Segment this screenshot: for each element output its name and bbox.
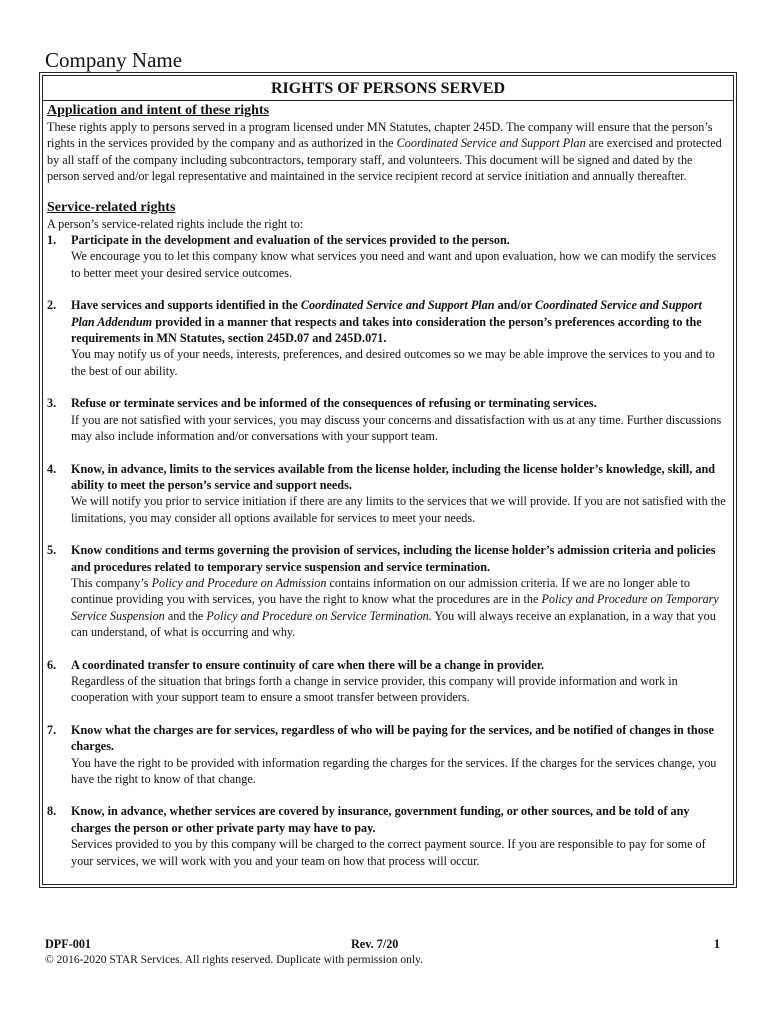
right-title-italic: Coordinated Service and Support Plan Addendum (71, 298, 702, 329)
right-title (71, 297, 727, 346)
right-title: Refuse or terminate services and be informed of the consequences of refusing or terminating services. (71, 396, 597, 411)
right-number: 3. (47, 396, 57, 411)
right-title: Know what the charges are for services, regardless of who will be paying for the services, and be notified of changes in those charges. (71, 722, 714, 754)
company-name: Company Name (45, 48, 183, 72)
document-frame-inner (42, 75, 734, 885)
right-item-2 (47, 297, 727, 379)
right-title-text: and/or (494, 298, 535, 313)
right-item-1 (47, 232, 727, 281)
form-code: DPF-001 (45, 937, 92, 951)
right-body: If you are not satisfied with your services, you may discuss your concerns and dissatisfaction with us at any time. Further discussions may also include information and/or conversations with your support team. (71, 412, 722, 444)
right-title: Know, in advance, whether services are covered by insurance, government funding, or other sources, and be told of any charges the person or other private party may have to pay. (71, 804, 690, 835)
right-number: 5. (47, 543, 57, 558)
right-number: 2. (47, 298, 57, 313)
right-body: Services provided to you by this company will be charged to the correct payment source. If you are responsible to pay for some of your services, we will work with you and your team on how that process will occur. (71, 837, 706, 868)
application-body-text: These rights apply to persons served in a program licensed under MN Statutes, chapter 245D. The company will ensure that the person’s rights in the services provided by the company and as authorized in the (47, 120, 713, 151)
service-rights-heading: Service-related rights (47, 199, 176, 215)
right-body-italic: Policy and Procedure on Service Termination. (206, 608, 432, 623)
right-body-text: and the (164, 608, 207, 623)
right-title: Know, in advance, limits to the services available from the license holder, including the license holder’s knowledge, skill, and ability to meet the person’s service and support needs. (71, 461, 716, 492)
right-number: 1. (47, 233, 57, 248)
right-number: 8. (47, 804, 57, 819)
document-content (47, 101, 727, 869)
right-item-6 (47, 657, 727, 706)
right-title-italic: Coordinated Service and Support Plan (300, 298, 495, 313)
application-body-italic: Coordinated Service and Support Plan (396, 136, 586, 151)
right-item-3 (47, 395, 727, 444)
right-body-italic: Policy and Procedure on Admission (151, 575, 327, 590)
right-body: Regardless of the situation that brings forth a change in service provider, this company will provide information and work in cooperation with your support team to ensure a smoot transfer between providers. (71, 673, 678, 705)
right-number: 6. (47, 657, 57, 672)
right-number: 4. (47, 461, 57, 476)
right-title: Participate in the development and evaluation of the services provided to the person. (71, 233, 510, 248)
right-body-text: contains information on our admission criteria. If we are no longer able to continue providing you with services, you have the right to know what the procedures are in the (71, 575, 690, 607)
revision-label: Rev. 7/20 (351, 937, 399, 951)
right-item-5 (47, 542, 727, 640)
right-body: We encourage you to let this company know what services you need and want and upon evaluation, how we can modify the services to better meet your desired service outcomes. (71, 249, 717, 280)
right-title-text: provided in a manner that respects and takes into consideration the person’s preferences according to the requirements in MN Statutes, section 245D.07 and 245D.071. (71, 314, 702, 346)
right-item-7 (47, 722, 727, 788)
right-title: A coordinated transfer to ensure continuity of care when there will be a change in provider. (71, 657, 545, 672)
application-heading: Application and intent of these rights (47, 103, 270, 118)
document-title: RIGHTS OF PERSONS SERVED (43, 76, 733, 101)
right-item-8 (47, 803, 727, 869)
right-item-4 (47, 461, 727, 527)
right-number: 7. (47, 722, 57, 737)
document-frame (39, 72, 737, 888)
right-body-text: This company’s (71, 575, 152, 590)
right-body-text: You will always receive an explanation, in a way that you can understand, of what is occurring and why. (71, 608, 716, 640)
right-body: You may notify us of your needs, interests, preferences, and desired outcomes so we may be able improve the services to you and to the best of our ability. (71, 347, 715, 378)
right-title-text: Have services and supports identified in the (71, 298, 301, 313)
right-body: We will notify you prior to service initiation if there are any limits to the services that we will provide. If you are not satisfied with the limitations, you may consider all options available for services to meet your needs. (71, 494, 726, 525)
copyright-notice: © 2016-2020 STAR Services. All rights reserved. Duplicate with permission only. (45, 954, 423, 966)
right-body-italic: Policy and Procedure on Temporary Service Suspension (71, 592, 719, 623)
application-body (47, 119, 727, 185)
page-number: 1 (713, 937, 720, 951)
service-rights-intro: A person’s service-related rights include the right to: (47, 216, 304, 231)
right-title: Know conditions and terms governing the provision of services, including the license holder’s admission criteria and policies and procedures related to temporary service suspension and service termination. (71, 543, 716, 574)
right-body (71, 575, 727, 641)
application-body-text-end: are exercised and protected by all staff of the company including subcontractors, temporary staff, and volunteers. This document will be signed and dated by the person served and/or legal representative and maintained in the service recipient record at service initiation and annually thereafter. (47, 136, 722, 184)
right-body: You have the right to be provided with information regarding the charges for the services. If the charges for the services change, you have the right to know of that change. (71, 755, 717, 786)
